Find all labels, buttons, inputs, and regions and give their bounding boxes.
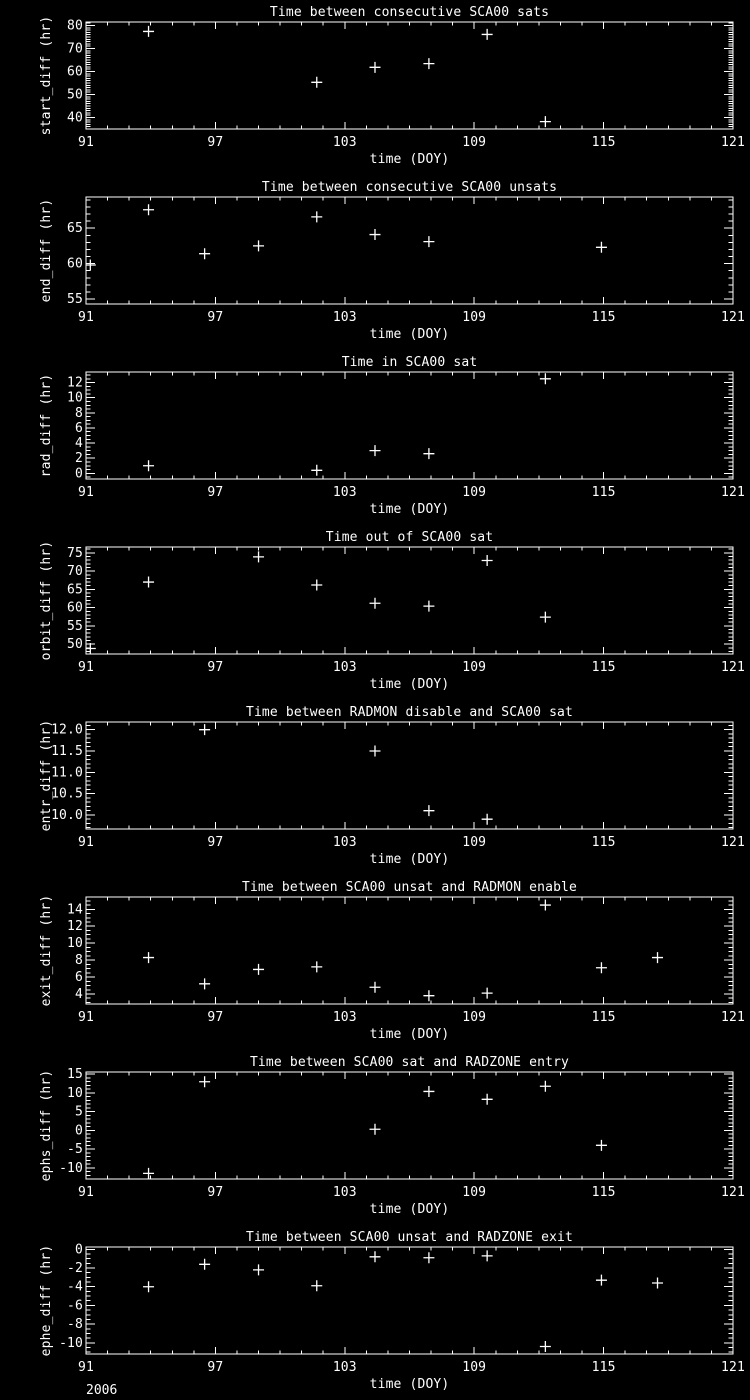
y-tick-label: 10: [67, 936, 83, 952]
scatter-plot-8: [0, 1225, 750, 1400]
plot-frame: [86, 1247, 733, 1354]
year-label: 2006: [86, 1383, 118, 1398]
x-tick-label: 91: [78, 835, 94, 850]
data-points: [85, 204, 607, 270]
y-axis-label: end_diff (hr): [39, 198, 54, 303]
chart-title: Time between consecutive SCA00 sats: [269, 5, 550, 20]
y-tick-label: 12: [67, 919, 83, 935]
y-tick-label: 11.0: [51, 765, 83, 781]
x-tick-label: 121: [721, 1010, 745, 1025]
x-tick-label: 97: [207, 1360, 224, 1375]
chart-title: Time between SCA00 sat and RADZONE entry: [249, 1055, 570, 1070]
y-axis-label: ephs_diff (hr): [39, 1069, 54, 1182]
y-tick-label: 50: [67, 87, 83, 103]
x-tick-label: 91: [78, 660, 94, 675]
y-tick-label: 5: [75, 1104, 83, 1120]
y-tick-label: 55: [67, 292, 83, 308]
x-axis-label: time (DOY): [369, 152, 450, 167]
x-axis-label: time (DOY): [369, 677, 450, 692]
scatter-plot-2: [0, 175, 750, 350]
x-tick-label: 115: [591, 1185, 616, 1200]
plot-frame: [86, 372, 733, 479]
x-tick-label: 103: [332, 1360, 357, 1375]
y-tick-label: 70: [67, 41, 83, 57]
x-tick-label: 115: [591, 1010, 616, 1025]
y-tick-label: 15: [67, 1067, 83, 1083]
y-tick-label: 60: [67, 600, 83, 616]
y-tick-label: -5: [67, 1142, 83, 1158]
y-tick-label: 60: [67, 64, 83, 80]
x-tick-label: 109: [462, 1185, 487, 1200]
x-tick-label: 109: [462, 135, 487, 150]
y-tick-label: -10: [59, 1335, 83, 1351]
scatter-plot-4: [0, 525, 750, 700]
plot-frame: [86, 22, 733, 129]
data-points: [143, 1250, 663, 1352]
y-axis-label: start_diff (hr): [39, 15, 54, 136]
scatter-plot-5: [0, 700, 750, 875]
data-points: [143, 900, 663, 1002]
scatter-plot-7: [0, 1050, 750, 1225]
y-axis-label: entr_diff (hr): [39, 719, 54, 832]
x-tick-label: 97: [207, 485, 224, 500]
y-tick-label: 40: [67, 110, 83, 126]
x-tick-label: 121: [721, 1185, 745, 1200]
y-tick-label: 8: [75, 953, 83, 969]
y-tick-label: 12.0: [51, 722, 83, 738]
x-tick-label: 115: [591, 135, 616, 150]
y-tick-label: 60: [67, 256, 83, 272]
y-tick-label: 80: [67, 18, 83, 34]
x-tick-label: 121: [721, 835, 745, 850]
x-tick-label: 109: [462, 835, 487, 850]
y-tick-label: 0: [75, 466, 83, 482]
y-tick-label: 11.5: [51, 743, 83, 759]
x-tick-label: 97: [207, 1010, 224, 1025]
y-tick-label: -2: [67, 1261, 83, 1277]
x-tick-label: 97: [207, 135, 224, 150]
y-tick-label: 0: [75, 1123, 83, 1139]
x-tick-label: 103: [332, 135, 357, 150]
plot-frame: [86, 897, 733, 1004]
x-axis-label: time (DOY): [369, 327, 450, 342]
y-tick-label: 6: [75, 420, 83, 436]
x-tick-label: 103: [332, 1185, 357, 1200]
plot-frame: [86, 722, 733, 829]
x-tick-label: 91: [78, 310, 94, 325]
chart-title: Time out of SCA00 sat: [325, 530, 494, 545]
plot-frame: [86, 547, 733, 654]
y-axis-label: ephe_diff (hr): [39, 1244, 54, 1357]
x-tick-label: 121: [721, 135, 745, 150]
plus-markers: [143, 26, 551, 127]
x-axis-label: time (DOY): [369, 1027, 450, 1042]
x-tick-label: 109: [462, 310, 487, 325]
x-tick-label: 121: [721, 485, 745, 500]
x-tick-label: 115: [591, 310, 616, 325]
y-tick-label: 50: [67, 637, 83, 653]
x-axis-label: time (DOY): [369, 502, 450, 517]
chart-title: Time between SCA00 unsat and RADZONE exit: [245, 1230, 574, 1245]
y-tick-label: 12: [67, 375, 83, 391]
y-tick-label: 70: [67, 564, 83, 580]
x-axis-label: time (DOY): [369, 1377, 450, 1392]
x-tick-label: 121: [721, 660, 745, 675]
y-tick-label: 65: [67, 221, 83, 237]
x-tick-label: 115: [591, 660, 616, 675]
y-axis-label: exit_diff (hr): [39, 894, 54, 1007]
y-tick-label: 6: [75, 970, 83, 986]
plus-markers: [143, 373, 551, 475]
y-axis-label: rad_diff (hr): [39, 373, 54, 478]
y-tick-label: 14: [67, 902, 83, 918]
x-tick-label: 109: [462, 660, 487, 675]
y-tick-label: 8: [75, 405, 83, 421]
x-tick-label: 121: [721, 1360, 745, 1375]
x-tick-label: 121: [721, 310, 745, 325]
chart-title: Time between SCA00 unsat and RADMON enable: [241, 880, 578, 895]
x-tick-label: 91: [78, 485, 94, 500]
y-tick-label: -6: [67, 1298, 83, 1314]
x-tick-label: 97: [207, 310, 224, 325]
chart-title: Time between RADMON disable and SCA00 sat: [245, 705, 574, 720]
x-tick-label: 115: [591, 485, 616, 500]
data-points: [143, 373, 551, 475]
y-tick-label: 4: [75, 987, 83, 1003]
y-tick-label: 75: [67, 545, 83, 561]
y-tick-label: -8: [67, 1317, 83, 1333]
plus-markers: [199, 724, 493, 825]
y-tick-label: 55: [67, 618, 83, 634]
x-tick-label: 91: [78, 1010, 94, 1025]
x-tick-label: 109: [462, 1360, 487, 1375]
chart-title: Time between consecutive SCA00 unsats: [261, 180, 558, 195]
y-tick-label: 10.0: [51, 807, 83, 823]
data-points: [85, 551, 551, 654]
x-tick-label: 103: [332, 310, 357, 325]
data-points: [143, 26, 551, 127]
x-tick-label: 91: [78, 1185, 94, 1200]
scatter-plot-1: [0, 0, 750, 175]
plus-markers: [143, 900, 663, 1002]
y-tick-label: 10: [67, 390, 83, 406]
x-tick-label: 109: [462, 1010, 487, 1025]
x-tick-label: 103: [332, 660, 357, 675]
plus-markers: [143, 1250, 663, 1352]
x-tick-label: 103: [332, 1010, 357, 1025]
y-tick-label: -10: [59, 1160, 83, 1176]
y-tick-label: 4: [75, 436, 83, 452]
scatter-plot-3: [0, 350, 750, 525]
x-tick-label: 103: [332, 835, 357, 850]
x-tick-label: 97: [207, 660, 224, 675]
x-tick-label: 109: [462, 485, 487, 500]
x-tick-label: 91: [78, 135, 94, 150]
y-axis-label: orbit_diff (hr): [39, 540, 54, 661]
x-tick-label: 97: [207, 1185, 224, 1200]
chart-title: Time in SCA00 sat: [341, 355, 478, 370]
y-tick-label: 0: [75, 1242, 83, 1258]
x-axis-label: time (DOY): [369, 852, 450, 867]
y-tick-label: 10.5: [51, 786, 83, 802]
x-tick-label: 115: [591, 835, 616, 850]
x-tick-label: 91: [78, 1360, 94, 1375]
plot-frame: [86, 1072, 733, 1179]
plus-markers: [143, 1076, 607, 1179]
y-tick-label: -4: [67, 1279, 83, 1295]
y-tick-label: 65: [67, 582, 83, 598]
data-points: [143, 1076, 607, 1179]
x-axis-label: time (DOY): [369, 1202, 450, 1217]
x-tick-label: 97: [207, 835, 224, 850]
x-tick-label: 103: [332, 485, 357, 500]
plus-markers: [85, 551, 551, 654]
data-points: [199, 724, 493, 825]
plot-frame: [86, 197, 733, 304]
scatter-plot-6: [0, 875, 750, 1050]
y-tick-label: 10: [67, 1085, 83, 1101]
plus-markers: [85, 204, 607, 270]
y-tick-label: 2: [75, 451, 83, 467]
x-tick-label: 115: [591, 1360, 616, 1375]
